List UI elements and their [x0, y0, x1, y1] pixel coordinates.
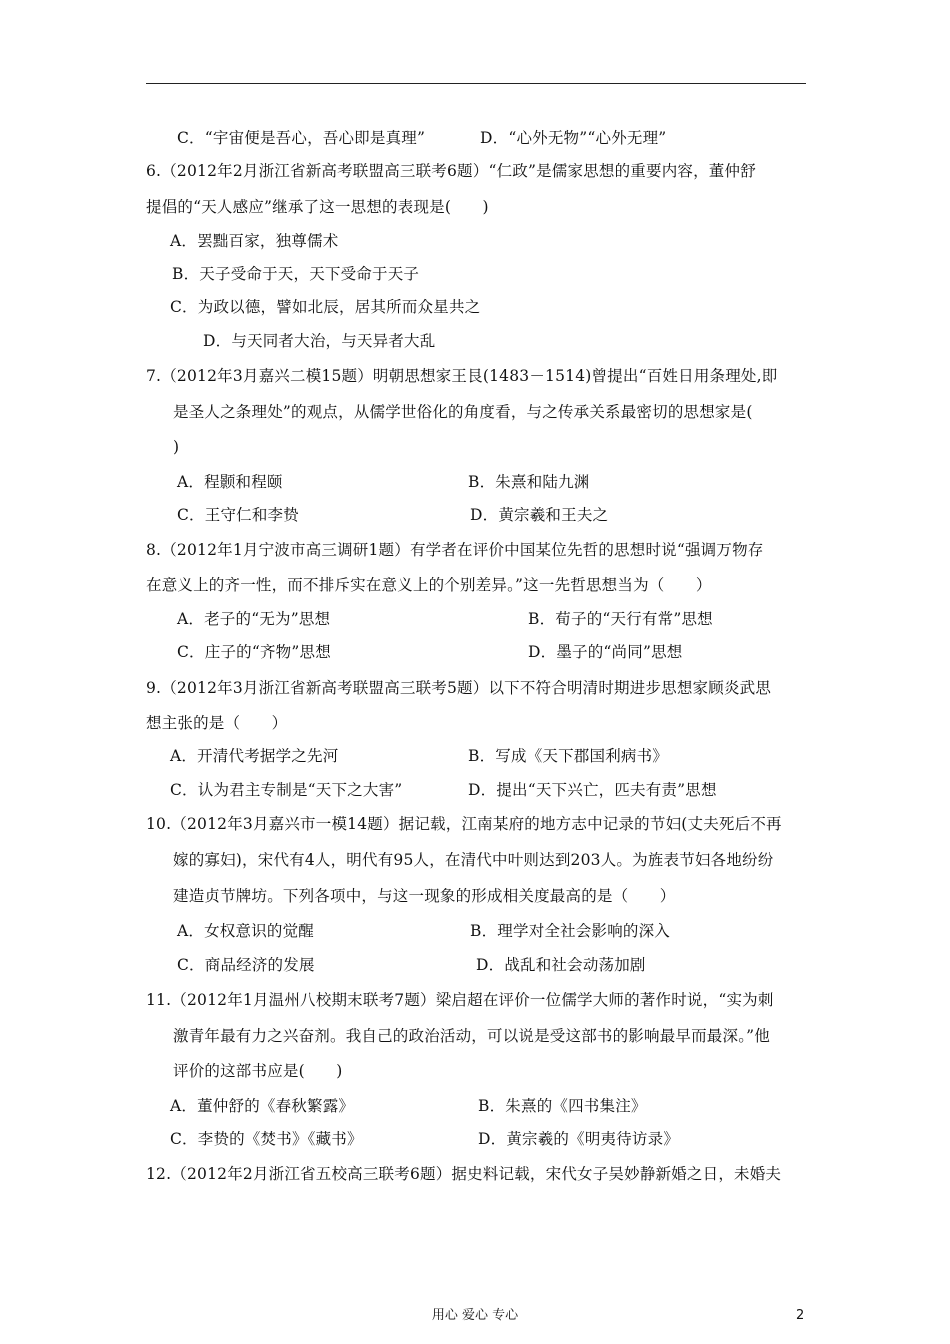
q11-stem-line3: 评价的这部书应是( ) [173, 1062, 343, 1080]
q11-stem-line1: 11.（2012年1月温州八校期末联考7题）梁启超在评价一位儒学大师的著作时说，“实为刺 [146, 991, 774, 1009]
q5-option-d: D．“心外无物”“心外无理” [480, 129, 667, 147]
q10-stem-line1: 10.（2012年3月嘉兴市一模14题）据记载，江南某府的地方志中记录的节妇(丈夫死后不再 [146, 815, 782, 833]
q6-option-c: C．为政以德，譬如北辰，居其所而众星共之 [170, 298, 481, 316]
q7-stem-line3: ) [173, 438, 180, 456]
q6-option-d: D．与天同者大治，与天异者大乱 [203, 332, 436, 350]
q8-option-a: A．老子的“无为”思想 [177, 610, 331, 628]
q5-option-c: C．“宇宙便是吾心，吾心即是真理” [177, 129, 426, 147]
q8-option-d: D．墨子的“尚同”思想 [528, 643, 683, 661]
q9-option-a: A．开清代考据学之先河 [170, 747, 339, 765]
q8-option-c: C．庄子的“齐物”思想 [177, 643, 331, 661]
q10-option-c: C．商品经济的发展 [177, 956, 315, 974]
q10-stem-line2: 嫁的寡妇)，宋代有4人，明代有95人，在清代中叶则达到203人。为旌表节妇各地纷纷 [173, 851, 774, 869]
q10-stem-line3: 建造贞节牌坊。下列各项中，与这一现象的形成相关度最高的是（ ） [173, 887, 676, 905]
q9-option-b: B．写成《天下郡国利病书》 [468, 747, 668, 765]
q10-option-d: D．战乱和社会动荡加剧 [476, 956, 646, 974]
q6-stem-line1: 6.（2012年2月浙江省新高考联盟高三联考6题）“仁政”是儒家思想的重要内容，董仲舒 [146, 162, 756, 180]
footer-slogan: 用心 爱心 专心 [431, 1308, 519, 1323]
q7-option-b: B．朱熹和陆九渊 [468, 473, 590, 491]
q6-stem-line2: 提倡的“天人感应”继承了这一思想的表现是( ) [146, 198, 489, 216]
q7-option-d: D．黄宗羲和王夫之 [470, 506, 609, 524]
page-number: 2 [796, 1308, 805, 1323]
q9-stem-line2: 想主张的是（ ） [146, 714, 288, 732]
q7-stem-line2: 是圣人之条理处”的观点，从儒学世俗化的角度看，与之传承关系最密切的思想家是( [173, 403, 753, 421]
q8-stem-line2: 在意义上的齐一性，而不排斥实在意义上的个别差异。”这一先哲思想当为（ ） [146, 576, 712, 594]
q11-option-a: A．董仲舒的《春秋繁露》 [170, 1097, 355, 1115]
q8-option-b: B．荀子的“天行有常”思想 [528, 610, 713, 628]
header-rule [146, 83, 806, 84]
q8-stem-line1: 8.（2012年1月宁波市高三调研1题）有学者在评价中国某位先哲的思想时说“强调万物存 [146, 541, 764, 559]
q11-stem-line2: 激青年最有力之兴奋剂。我自己的政治活动，可以说是受这部书的影响最早而最深。”他 [173, 1027, 770, 1045]
q7-stem-line1: 7.（2012年3月嘉兴二模15题）明朝思想家王艮(1483－1514)曾提出“百姓日用条理处,即 [146, 367, 778, 385]
q12-stem-line1: 12.（2012年2月浙江省五校高三联考6题）据史料记载，宋代女子吴妙静新婚之日，未婚夫 [146, 1165, 782, 1183]
q6-option-b: B．天子受命于天，天下受命于天子 [172, 265, 420, 283]
q11-option-c: C．李贽的《焚书》《藏书》 [170, 1130, 363, 1148]
q10-option-a: A．女权意识的觉醒 [177, 922, 314, 940]
q10-option-b: B．理学对全社会影响的深入 [470, 922, 670, 940]
q6-option-a: A．罢黜百家，独尊儒术 [170, 232, 339, 250]
q9-option-d: D．提出“天下兴亡，匹夫有责”思想 [468, 781, 717, 799]
q9-option-c: C．认为君主专制是“天下之大害” [170, 781, 403, 799]
q7-option-a: A．程颢和程颐 [177, 473, 283, 491]
q9-stem-line1: 9.（2012年3月浙江省新高考联盟高三联考5题）以下不符合明清时期进步思想家顾炎武思 [146, 679, 772, 697]
q11-option-d: D．黄宗羲的《明夷待访录》 [478, 1130, 680, 1148]
q7-option-c: C．王守仁和李贽 [177, 506, 299, 524]
q11-option-b: B．朱熹的《四书集注》 [478, 1097, 647, 1115]
